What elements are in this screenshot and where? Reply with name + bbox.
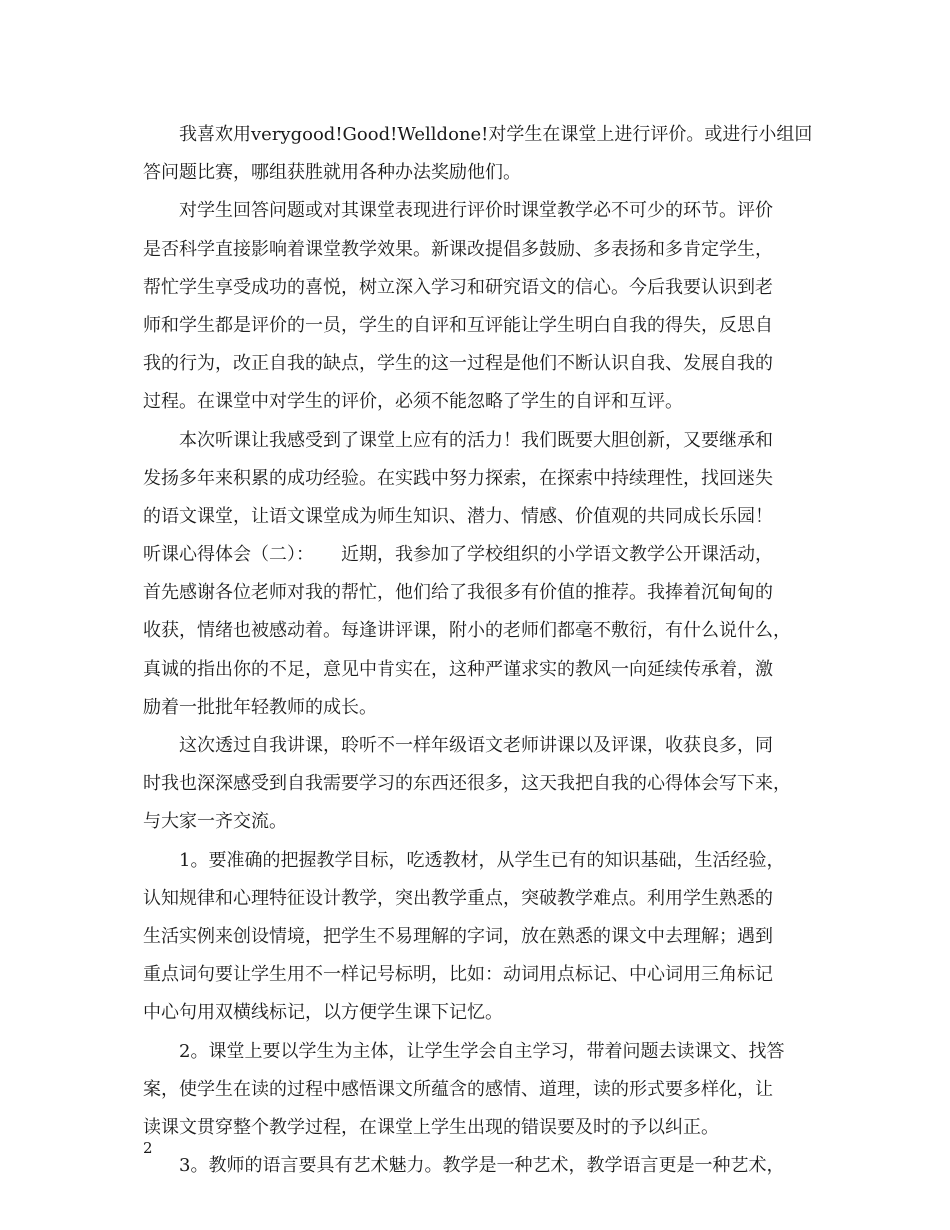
text-line: 本次听课让我感受到了课堂上应有的活力！我们既要大胆创新，又要继承和 <box>179 429 773 451</box>
text-line: 发扬多年来积累的成功经验。在实践中努力探索，在探索中持续理性，找回迷失 <box>143 467 773 489</box>
text-line: 真诚的指出你的不足，意见中肯实在，这种严谨求实的教风一向延续传承着，激 <box>143 658 773 680</box>
document-body <box>143 116 833 1185</box>
text-line: 首先感谢各位老师对我的帮忙，他们给了我很多有价值的推荐。我捧着沉甸甸的 <box>143 582 773 604</box>
text-line: 重点词句要让学生用不一样记号标明，比如：动词用点标记、中心词用三角标记 <box>143 964 773 986</box>
text-line: 收获，情绪也被感动着。每逢讲评课，附小的老师们都毫不敷衍，有什么说什么， <box>143 620 791 642</box>
text-line: 师和学生都是评价的一员，学生的自评和互评能让学生明白自我的得失，反思自 <box>143 314 773 336</box>
text-line: 1。要准确的把握教学目标，吃透教材，从学生已有的知识基础，生活经验， <box>179 849 785 871</box>
text-line: 对学生回答问题或对其课堂表现进行评价时课堂教学必不可少的环节。评价 <box>179 200 773 222</box>
text-line: 3。教师的语言要具有艺术魅力。教学是一种艺术，教学语言更是一种艺术， <box>179 1155 785 1177</box>
text-line: 案，使学生在读的过程中感悟课文所蕴含的感情、道理，读的形式要多样化，让 <box>143 1078 773 1100</box>
text-line: 励着一批批年轻教师的成长。 <box>143 696 377 718</box>
section-heading-line: 听课心得体会（二）： 近期，我参加了学校组织的小学语文教学公开课活动， <box>143 544 773 566</box>
text-line: 是否科学直接影响着课堂教学效果。新课改提倡多鼓励、多表扬和多肯定学生， <box>143 238 773 260</box>
text-line: 与大家一齐交流。 <box>143 811 287 833</box>
text-line: 认知规律和心理特征设计教学，突出教学重点，突破教学难点。利用学生熟悉的 <box>143 887 773 909</box>
text-line: 中心句用双横线标记，以方便学生课下记忆。 <box>143 1002 503 1024</box>
text-line: 过程。在课堂中对学生的评价，必须不能忽略了学生的自评和互评。 <box>143 391 683 413</box>
text-line: 的语文课堂，让语文课堂成为师生知识、潜力、情感、价值观的共同成长乐园！ <box>143 505 773 527</box>
text-line: 这次透过自我讲课，聆听不一样年级语文老师讲课以及评课，收获良多，同 <box>179 735 773 756</box>
text-line: 读课文贯穿整个教学过程，在课堂上学生出现的错误要及时的予以纠正。 <box>143 1116 719 1138</box>
text-line: 帮忙学生享受成功的喜悦，树立深入学习和研究语文的信心。今后我要认识到老 <box>143 276 773 298</box>
text-line: 答问题比赛，哪组获胜就用各种办法奖励他们。 <box>143 162 521 184</box>
text-line: 时我也深深感受到自我需要学习的东西还很多，这天我把自我的心得体会写下来， <box>143 773 791 795</box>
page-number: 2 <box>143 1139 153 1157</box>
text-line: 生活实例来创设情境，把学生不易理解的字词，放在熟悉的课文中去理解；遇到 <box>143 925 773 947</box>
text-line: 我喜欢用verygood!Good!Welldone!对学生在课堂上进行评价。或进行小组回 <box>179 124 813 145</box>
text-line: 2。课堂上要以学生为主体，让学生学会自主学习，带着问题去读课文、找答 <box>179 1040 785 1062</box>
text-line: 我的行为，改正自我的缺点，学生的这一过程是他们不断认识自我、发展自我的 <box>143 353 773 375</box>
